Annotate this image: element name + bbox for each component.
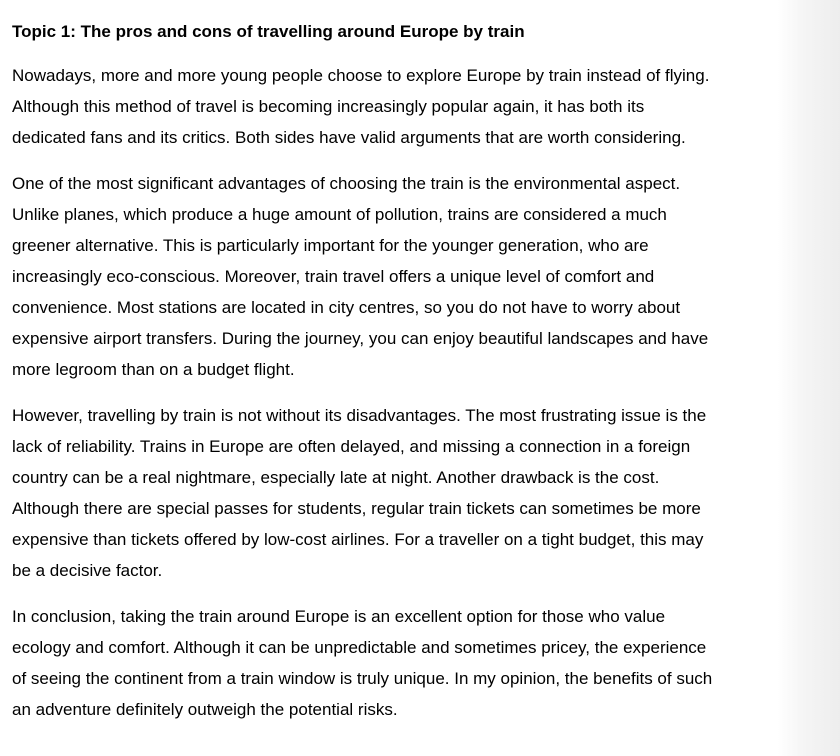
- paragraph-line: ecology and comfort. Although it can be unpredictable and sometimes pricey, the experience: [12, 638, 707, 657]
- paragraph-line: of seeing the continent from a train window is truly unique. In my opinion, the benefits of such: [12, 669, 713, 688]
- paragraph-line: country can be a real nightmare, especially late at night. Another drawback is the cost.: [12, 468, 660, 487]
- paragraph-line: However, travelling by train is not without its disadvantages. The most frustrating issue is the: [12, 406, 707, 425]
- disadvantages-paragraph: [12, 400, 772, 586]
- paragraph-line: dedicated fans and its critics. Both sides have valid arguments that are worth considering.: [12, 128, 686, 147]
- conclusion-paragraph: [12, 601, 772, 725]
- paragraph-line: Unlike planes, which produce a huge amount of pollution, trains are considered a much: [12, 205, 667, 224]
- document-title: Topic 1: The pros and cons of travelling around Europe by train: [12, 22, 525, 41]
- paragraph-line: more legroom than on a budget flight.: [12, 360, 295, 379]
- paragraph-line: convenience. Most stations are located in city centres, so you do not have to worry about: [12, 298, 681, 317]
- paragraph-line: expensive airport transfers. During the journey, you can enjoy beautiful landscapes and have: [12, 329, 709, 348]
- paragraph-line: Nowadays, more and more young people choose to explore Europe by train instead of flying.: [12, 66, 710, 85]
- paragraph-line: be a decisive factor.: [12, 561, 163, 580]
- paragraph-line: increasingly eco-conscious. Moreover, train travel offers a unique level of comfort and: [12, 267, 655, 286]
- paragraph-line: lack of reliability. Trains in Europe are often delayed, and missing a connection in a foreign: [12, 437, 691, 456]
- paragraph-line: an adventure definitely outweigh the potential risks.: [12, 700, 398, 719]
- paragraph-line: In conclusion, taking the train around Europe is an excellent option for those who value: [12, 607, 666, 626]
- paragraph-line: Although this method of travel is becoming increasingly popular again, it has both its: [12, 97, 645, 116]
- paragraph-line: One of the most significant advantages of choosing the train is the environmental aspect.: [12, 174, 681, 193]
- essay-content: [12, 20, 772, 740]
- paragraph-line: Although there are special passes for students, regular train tickets can sometimes be more: [12, 499, 701, 518]
- paragraph-line: greener alternative. This is particularly important for the younger generation, who are: [12, 236, 649, 255]
- advantages-paragraph: [12, 168, 772, 385]
- intro-paragraph: [12, 60, 772, 153]
- paragraph-line: expensive than tickets offered by low-cost airlines. For a traveller on a tight budget, this may: [12, 530, 704, 549]
